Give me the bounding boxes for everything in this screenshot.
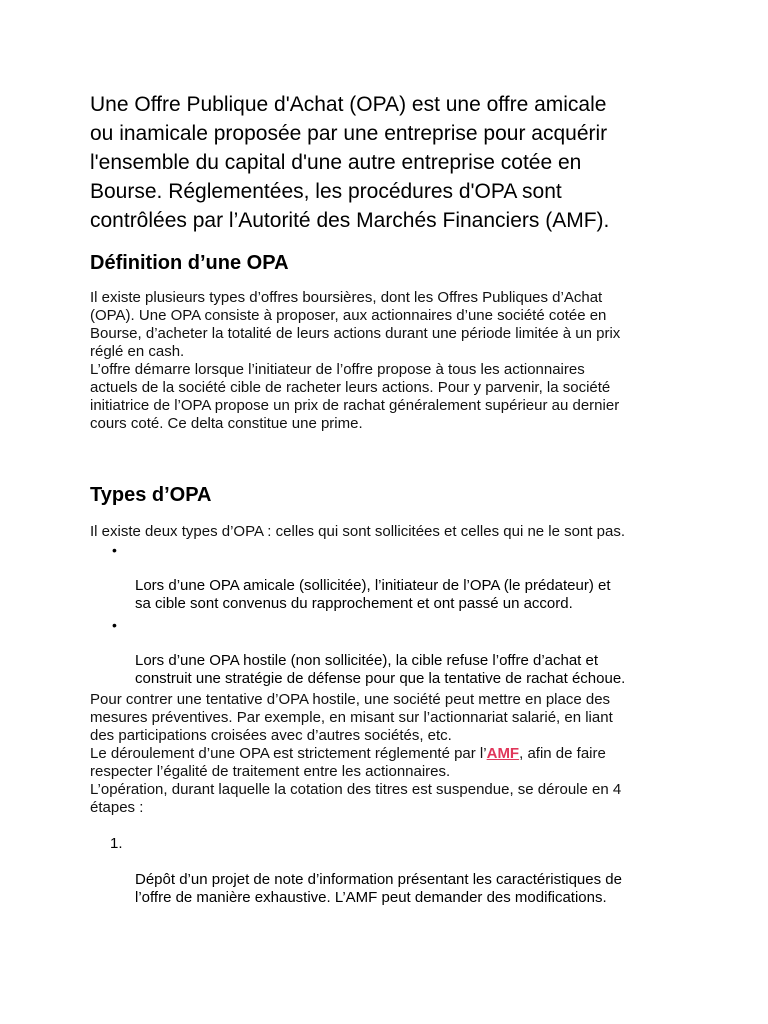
amf-paragraph-after: , afin de faire respecter l’égalité de traitement entre les actionnaires.	[90, 745, 606, 780]
list-item	[90, 616, 690, 688]
bullet-icon: •	[112, 542, 117, 558]
list-item-text: Lors d’une OPA amicale (sollicitée), l’initiateur de l’OPA (le prédateur) et sa cible sont convenus du rapprochement et ont passé un accord.	[135, 577, 611, 612]
document-page	[90, 90, 690, 907]
operation-paragraph: L’opération, durant laquelle la cotation des titres est suspendue, se déroule en 4 étapes :	[90, 781, 622, 816]
counter-paragraph: Pour contrer une tentative d’OPA hostile, une société peut mettre en place des mesures préventives. Par exemple, en misant sur l’actionnariat salarié, en liant des participations croisées avec d’autres sociétés, etc.	[90, 691, 613, 744]
types-bullet-list	[90, 541, 690, 688]
amf-paragraph	[90, 745, 690, 781]
step-text: Dépôt d’un projet de note d’information présentant les caractéristiques de l’offre de manière exhaustive. L’AMF peut demander des modifications.	[135, 871, 622, 906]
amf-link[interactable]: AMF	[486, 745, 520, 762]
bullet-icon: •	[112, 617, 117, 633]
list-item-text: Lors d’une OPA hostile (non sollicitée), la cible refuse l’offre d’achat et construit une stratégie de défense pour que la tentative de rachat échoue.	[135, 652, 626, 687]
types-heading: Types d’OPA	[90, 484, 212, 506]
steps-list	[90, 835, 690, 907]
amf-paragraph-before: Le déroulement d’une OPA est strictement réglementé par l’	[90, 745, 487, 762]
definition-paragraph-2: L’offre démarre lorsque l’initiateur de l’offre propose à tous les actionnaires actuels de la société cible de racheter leurs actions. Pour y parvenir, la société initiatrice de l’OPA propose un prix de rachat généralement supérieur au dernier cours coté. Ce delta constitue une prime.	[90, 361, 620, 432]
list-item	[90, 541, 690, 613]
list-item	[90, 835, 690, 907]
types-intro-paragraph: Il existe deux types d’OPA : celles qui sont sollicitées et celles qui ne le sont pas.	[90, 523, 626, 540]
definition-paragraph-1: Il existe plusieurs types d’offres boursières, dont les Offres Publiques d’Achat (OPA). Une OPA consiste à proposer, aux actionnaires d’une société cotée en Bourse, d’acheter la totalité de leurs actions durant une période limitée à un prix réglé en cash.	[90, 289, 621, 360]
intro-paragraph: Une Offre Publique d'Achat (OPA) est une offre amicale ou inamicale proposée par une entreprise pour acquérir l'ensemble du capital d'une autre entreprise cotée en Bourse. Réglementées, les procédures d'OPA sont contrôlées par l’Autorité des Marchés Financiers (AMF).	[90, 93, 610, 232]
definition-heading: Définition d’une OPA	[90, 252, 289, 274]
step-number: 1.	[110, 835, 123, 852]
